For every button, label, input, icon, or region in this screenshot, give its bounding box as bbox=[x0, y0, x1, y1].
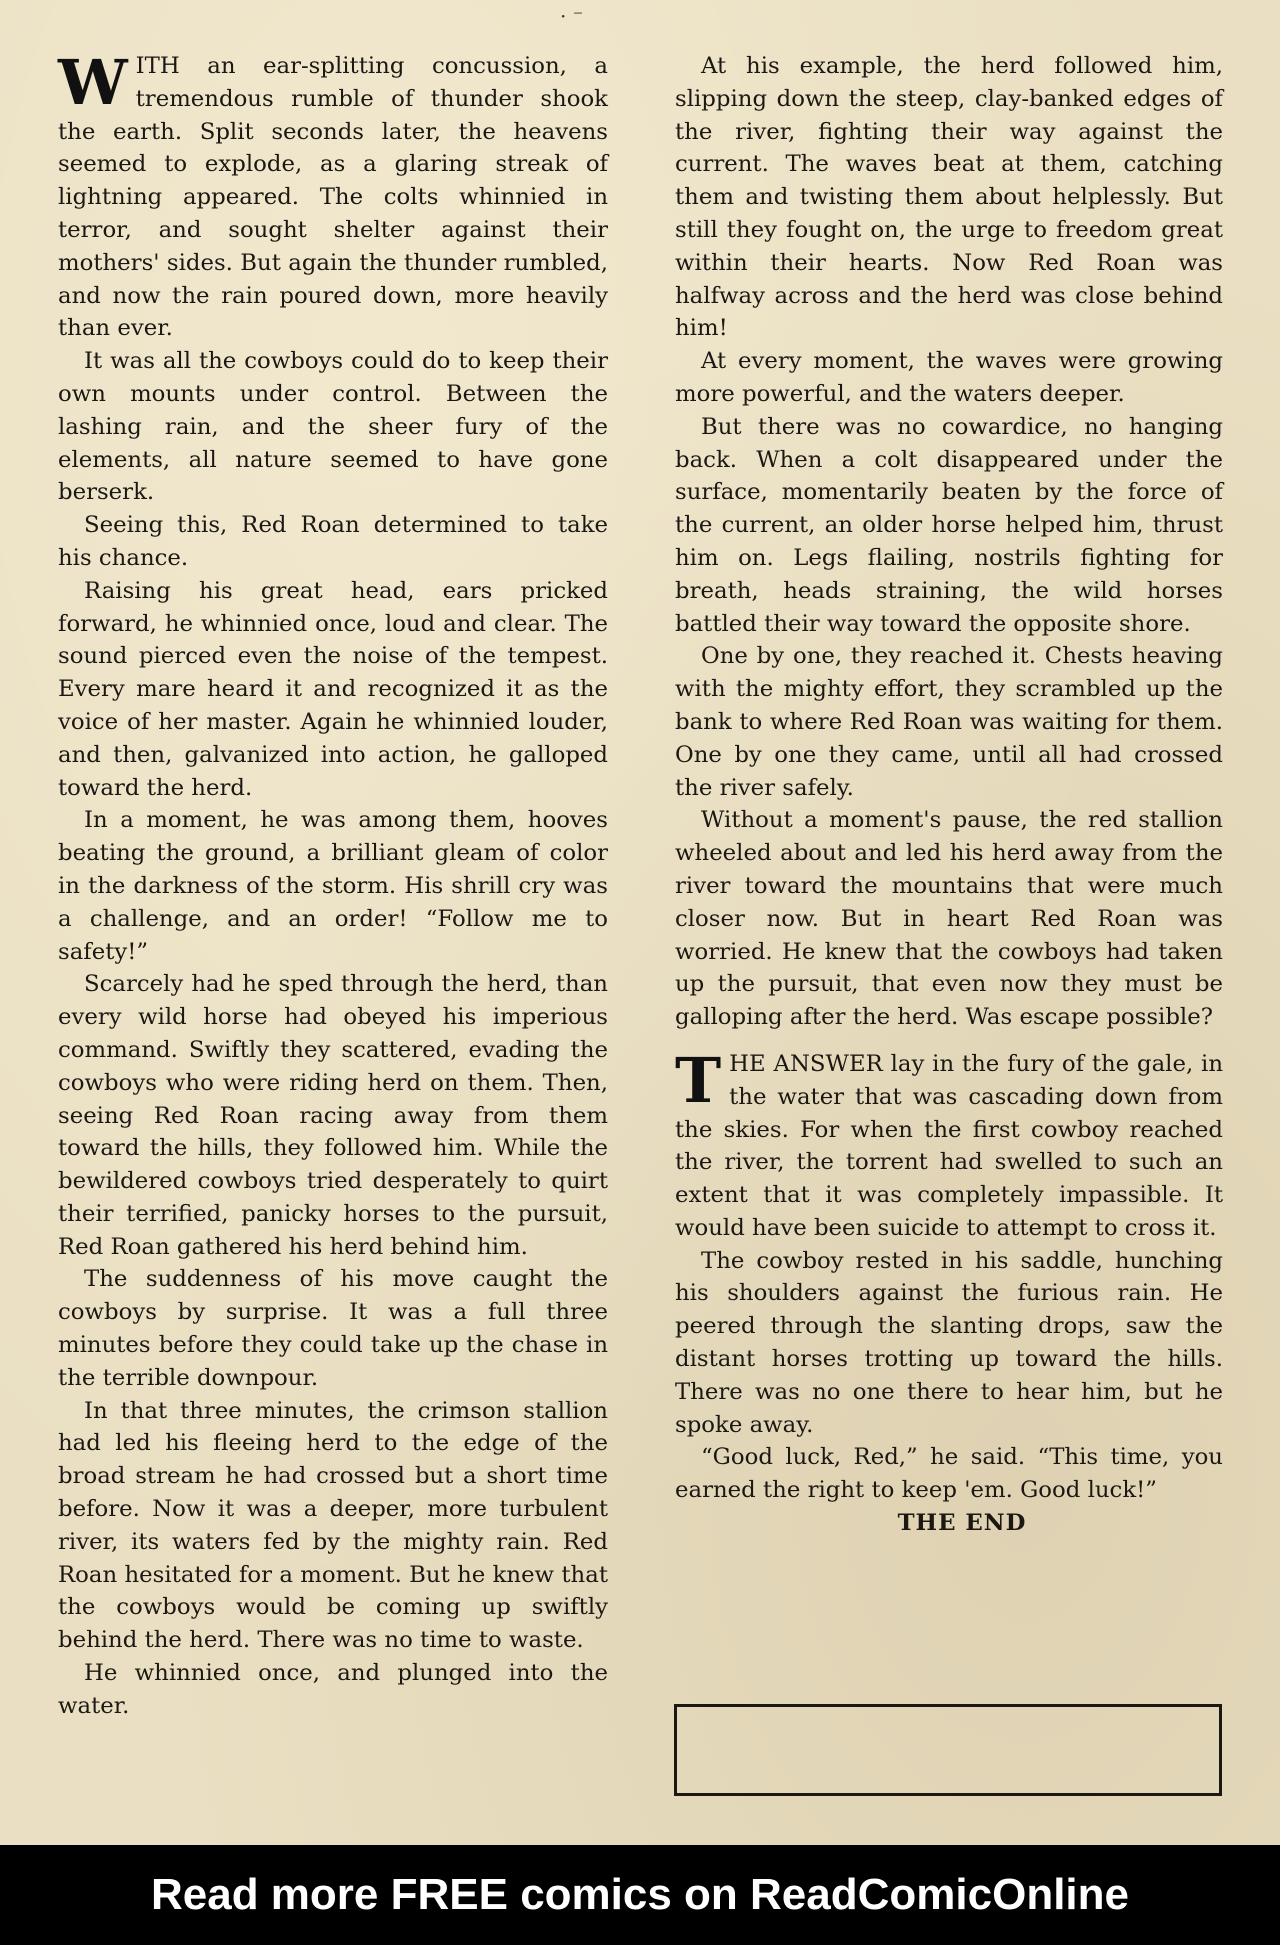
story-paragraph: The cowboy rested in his saddle, hunching his shoulders against the furious rain. He peered through the slanting drops, saw the distant horses trotting up toward the hills. There was no one there to hear him, but he spoke away. bbox=[675, 1247, 1223, 1438]
story-paragraph: “Good luck, Red,” he said. “This time, you earned the right to keep 'em. Good luck!” bbox=[675, 1444, 1223, 1504]
opening-paragraph bbox=[58, 46, 608, 345]
drop-cap-letter: W bbox=[58, 46, 128, 119]
story-paragraph: It was all the cowboys could do to keep their own mounts under control. Between the lashing rain, and the sheer fury of the elements, all nature seemed to have gone berserk. bbox=[58, 348, 608, 506]
print-speck: · ⁻ bbox=[560, 4, 584, 28]
story-paragraph: At his example, the herd followed him, slipping down the steep, clay-banked edges of the river, fighting their way against the current. The waves beat at them, catching them and twisting them about helplessly. But still they fought on, the urge to freedom great within their hearts. Now Red Roan was halfway across and the herd was close behind him! bbox=[675, 53, 1223, 342]
promo-banner[interactable] bbox=[0, 1845, 1280, 1945]
story-paragraph: Seeing this, Red Roan determined to take his chance. bbox=[58, 512, 608, 571]
story-paragraph: He whinnied once, and plunged into the water. bbox=[58, 1660, 608, 1719]
second-section-text: HE ANSWER lay in the fury of the gale, in the water that was cascading down from the skies. For when the first cowboy reached the river, the torrent had swelled to such an extent that it was completely impassible. It would have been suicide to attempt to cross it. bbox=[675, 1050, 1223, 1241]
left-text-column bbox=[58, 46, 608, 1723]
story-paragraph: But there was no cowardice, no hanging back. When a colt disappeared under the surface, momentarily beaten by the force of the current, an older horse helped him, thrust him on. Legs flailing, nostrils fighting for breath, heads straining, the wild horses battled their way toward the opposite shore. bbox=[675, 413, 1223, 637]
second-section-paragraph bbox=[675, 1043, 1223, 1245]
right-text-column bbox=[675, 50, 1223, 1540]
promo-banner-text[interactable]: Read more FREE comics on ReadComicOnline bbox=[150, 1870, 1129, 1919]
story-paragraph: One by one, they reached it. Chests heaving with the mighty effort, they scrambled up the bank to where Red Roan was waiting for them. One by one they came, until all had crossed the river safely. bbox=[675, 643, 1223, 801]
drop-cap-letter: T bbox=[675, 1043, 722, 1117]
story-paragraph: In that three minutes, the crimson stallion had led his fleeing herd to the edge of the broad stream he had crossed but a short time before. Now it was a deeper, more turbulent river, its waters fed by the mighty rain. Red Roan hesitated for a moment. But he knew that the cowboys would be coming up swiftly behind the herd. There was no time to waste. bbox=[58, 1397, 608, 1654]
story-paragraph: In a moment, he was among them, hooves beating the ground, a brilliant gleam of color in the darkness of the storm. His shrill cry was a challenge, and an order! “Follow me to safety!” bbox=[58, 807, 608, 965]
story-paragraph: Scarcely had he sped through the herd, than every wild horse had obeyed his imperious command. Swiftly they scattered, evading the cowboys who were riding herd on them. Then, seeing Red Roan racing away from them toward the hills, they followed him. While the bewildered cowboys tried desperately to quirt their terrified, panicky horses to the pursuit, Red Roan gathered his herd behind him. bbox=[58, 971, 608, 1260]
story-paragraph: Raising his great head, ears pricked forward, he whinnied once, loud and clear. The sound pierced even the noise of the tempest. Every mare heard it and recognized it as the voice of her master. Again he whinnied louder, and then, galvanized into action, he galloped toward the herd. bbox=[58, 577, 608, 801]
the-end-label: THE END bbox=[897, 1510, 1027, 1537]
empty-bordered-box bbox=[674, 1704, 1222, 1796]
story-paragraph: At every moment, the waves were growing more powerful, and the waters deeper. bbox=[675, 348, 1223, 407]
opening-paragraph-text: ITH an ear-splitting concussion, a tremendous rumble of thunder shook the earth. Split seconds later, the heavens seemed to explode, as a glaring streak of lightning appeared. The colts whinnied in terror, and sought shelter against their mothers' sides. But again the thunder rumbled, and now the rain poured down, more heavily than ever. bbox=[58, 53, 608, 342]
section-break bbox=[675, 1034, 1223, 1048]
story-paragraph: The suddenness of his move caught the cowboys by surprise. It was a full three minutes before they could take up the chase in the terrible downpour. bbox=[58, 1266, 608, 1391]
story-paragraph: Without a moment's pause, the red stallion wheeled about and led his herd away from the river toward the mountains that were much closer now. But in heart Red Roan was worried. He knew that the cowboys had taken up the pursuit, that even now they must be galloping after the herd. Was escape possible? bbox=[675, 807, 1223, 1031]
